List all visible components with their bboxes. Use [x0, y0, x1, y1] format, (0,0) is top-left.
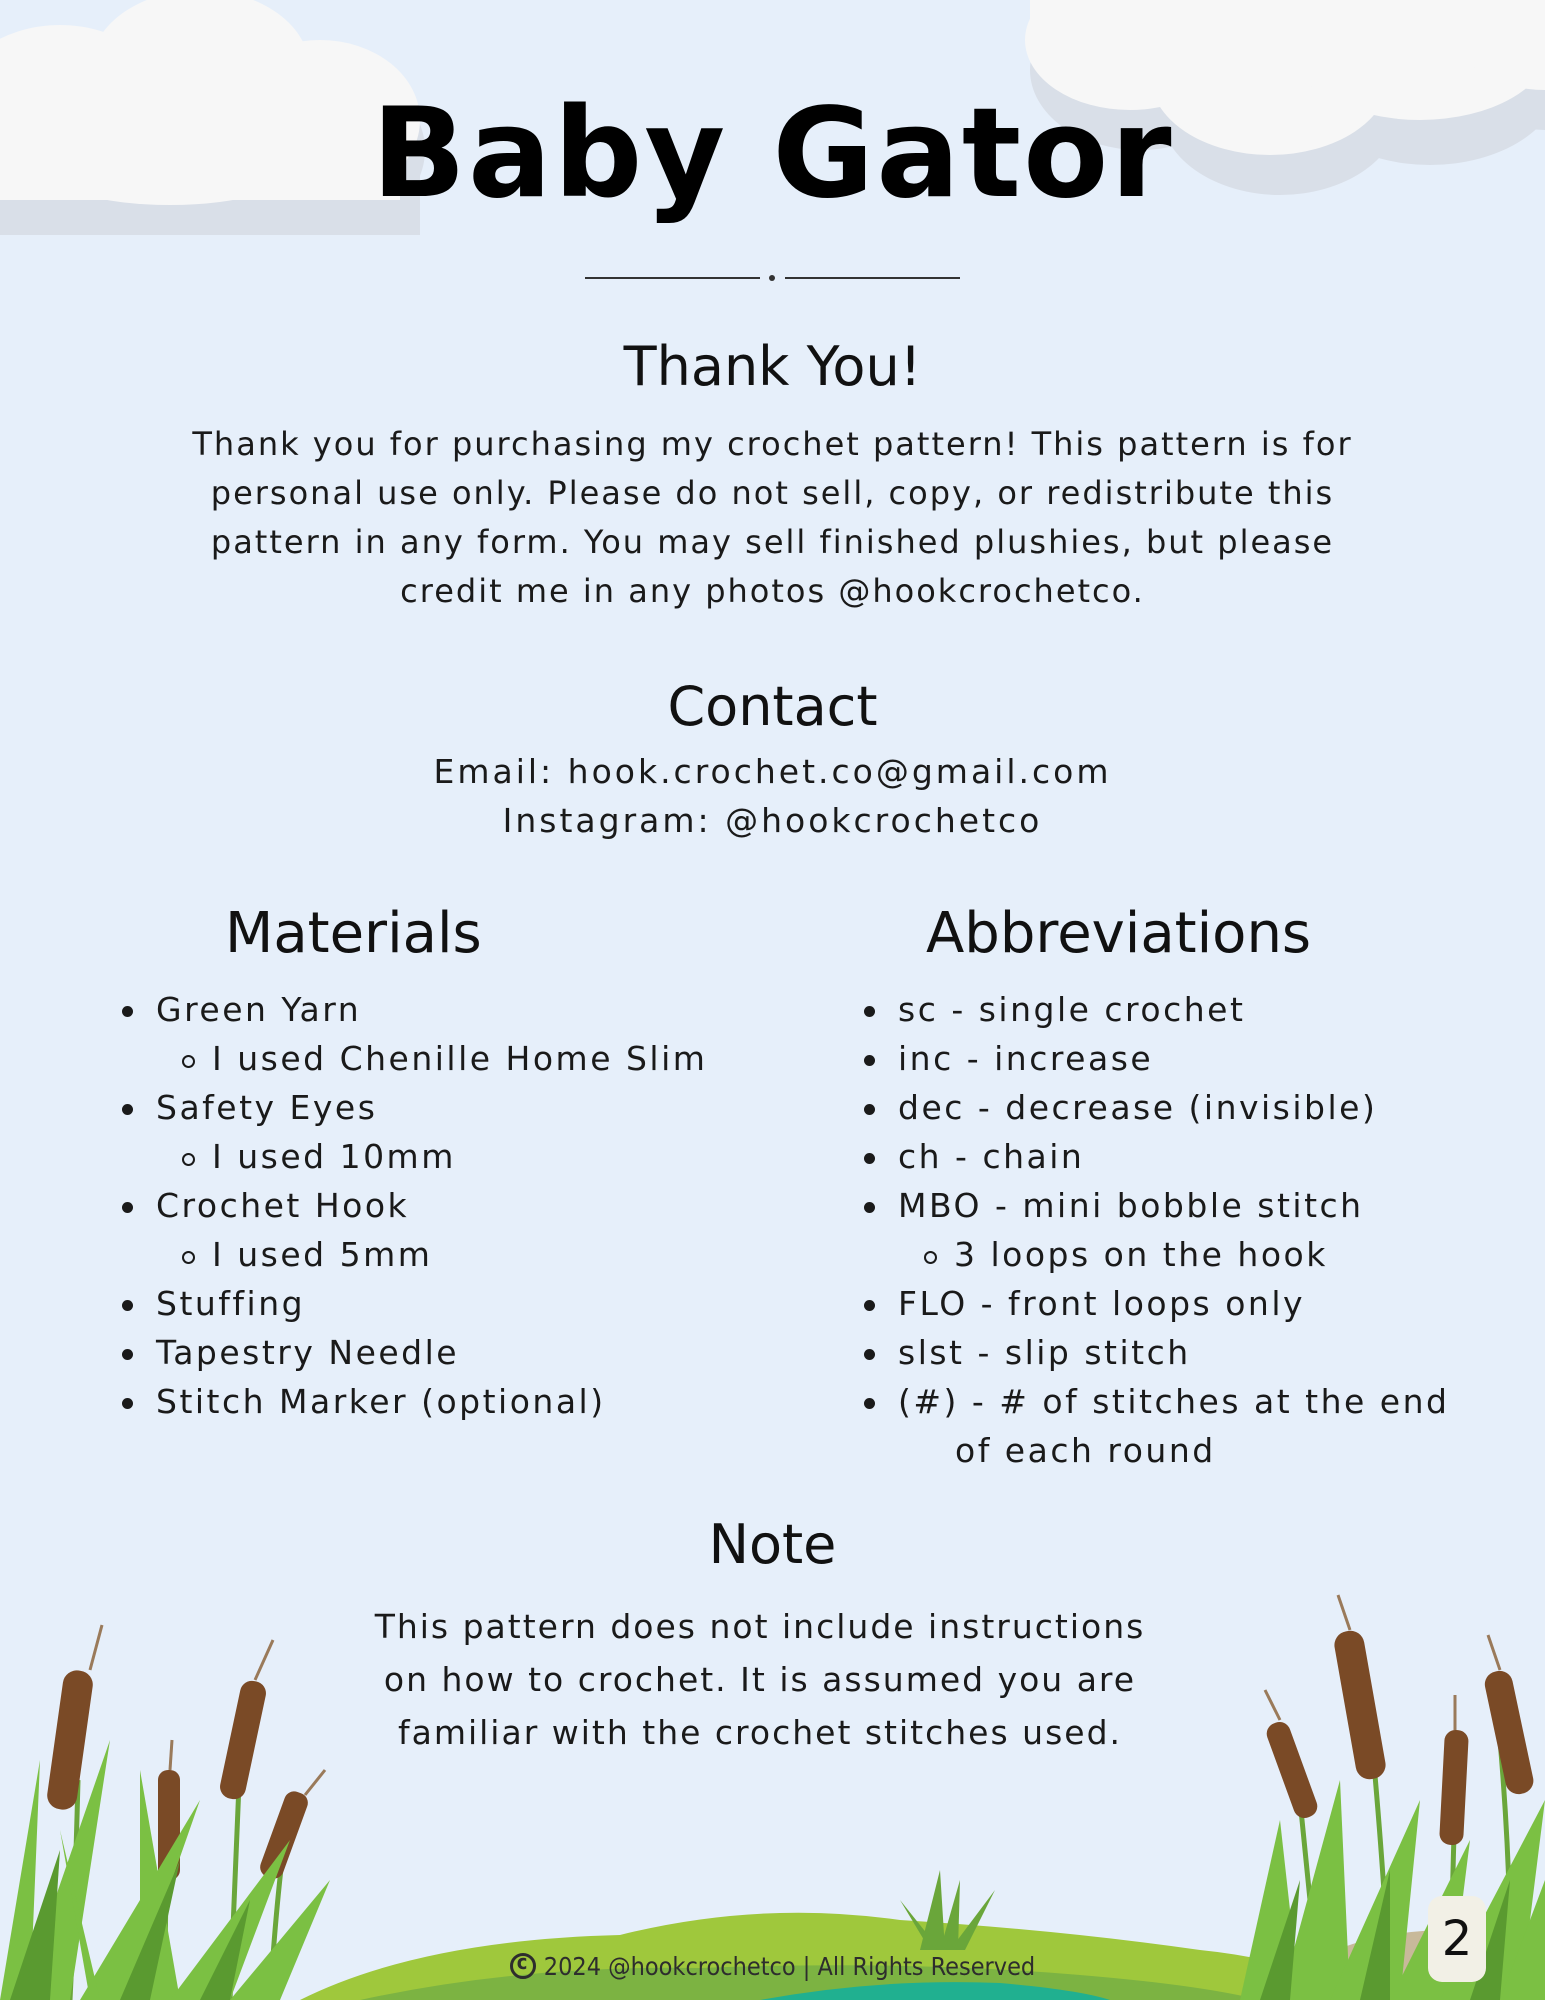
abbreviations-item-text: ch - chain: [898, 1137, 1085, 1176]
note-line: familiar with the crochet stitches used.: [397, 1713, 1122, 1752]
abbreviations-list-item: [860, 1333, 1191, 1372]
abbreviations-list-item: [920, 1235, 1328, 1274]
materials-list-item: [118, 1382, 606, 1421]
contact-instagram: Instagram: @hookcrochetco: [502, 801, 1043, 840]
materials-list-item: [118, 1186, 409, 1225]
materials-list-item: [178, 1137, 456, 1176]
abbreviations-item-text: MBO - mini bobble stitch: [898, 1186, 1364, 1225]
materials-list-item: [118, 990, 361, 1029]
abbreviations-item-text: sc - single crochet: [898, 990, 1246, 1029]
materials-item-text: I used 5mm: [212, 1235, 433, 1274]
title-divider: [585, 272, 960, 284]
materials-item-text: Safety Eyes: [156, 1088, 378, 1127]
materials-list-item: [118, 1333, 459, 1372]
abbreviations-item-text: 3 loops on the hook: [954, 1235, 1328, 1274]
abbreviations-item-text: (#) - # of stitches at the end: [898, 1382, 1450, 1421]
materials-list-item: [178, 1235, 432, 1274]
materials-item-text: Green Yarn: [156, 990, 362, 1029]
cattail-icon-right: [1240, 1595, 1545, 2000]
abbreviations-list-item: [860, 990, 1245, 1029]
cattail-icon-left: [0, 1625, 330, 2000]
note-line: on how to crochet. It is assumed you are: [383, 1660, 1137, 1699]
footer-text: 2024 @hookcrochetco | All Rights Reserved: [543, 1952, 1036, 1981]
page-number: 2: [1428, 1896, 1486, 1982]
note-heading: Note: [708, 1513, 837, 1576]
abbreviations-list-item: [860, 1284, 1305, 1323]
abbreviations-item-text: slst - slip stitch: [898, 1333, 1191, 1372]
materials-heading: Materials: [225, 901, 482, 966]
copyright-icon: [510, 1953, 536, 1979]
abbreviations-item-text: dec - decrease (invisible): [898, 1088, 1378, 1127]
thank-you-line: credit me in any photos @hookcrochetco.: [400, 572, 1145, 610]
contact-heading: Contact: [667, 675, 878, 738]
materials-list-item: [118, 1284, 305, 1323]
materials-item-text: Tapestry Needle: [156, 1333, 460, 1372]
abbreviations-item-text: inc - increase: [898, 1039, 1154, 1078]
materials-item-text: I used Chenille Home Slim: [212, 1039, 708, 1078]
materials-list-item: [118, 1088, 377, 1127]
abbreviations-heading: Abbreviations: [926, 901, 1312, 966]
footer: [0, 1952, 1545, 1981]
thank-you-heading: Thank You!: [623, 335, 922, 398]
materials-list-item: [178, 1039, 707, 1078]
thank-you-line: Thank you for purchasing my crochet pattern! This pattern is for: [192, 425, 1353, 463]
abbreviations-list-item: [955, 1431, 1216, 1470]
abbreviations-item-text: of each round: [955, 1431, 1216, 1470]
abbreviations-list-item: [860, 1186, 1364, 1225]
note-line: This pattern does not include instructions: [374, 1607, 1146, 1646]
materials-item-text: Crochet Hook: [156, 1186, 410, 1225]
abbreviations-list-item: [860, 1137, 1084, 1176]
materials-item-text: Stuffing: [156, 1284, 306, 1323]
thank-you-paragraph: [80, 420, 1465, 616]
note-paragraph: [300, 1600, 1220, 1759]
thank-you-line: personal use only. Please do not sell, copy, or redistribute this: [210, 474, 1335, 512]
abbreviations-list: [860, 990, 1540, 1510]
page-title: Baby Gator: [371, 82, 1174, 226]
abbreviations-list-item: [860, 1039, 1153, 1078]
materials-item-text: I used 10mm: [212, 1137, 456, 1176]
materials-list: [118, 990, 778, 1460]
materials-item-text: Stitch Marker (optional): [156, 1382, 606, 1421]
abbreviations-item-text: FLO - front loops only: [898, 1284, 1306, 1323]
thank-you-line: pattern in any form. You may sell finished plushies, but please: [210, 523, 1335, 561]
abbreviations-list-item: [860, 1382, 1449, 1421]
abbreviations-list-item: [860, 1088, 1377, 1127]
contact-email: Email: hook.crochet.co@gmail.com: [433, 752, 1112, 791]
